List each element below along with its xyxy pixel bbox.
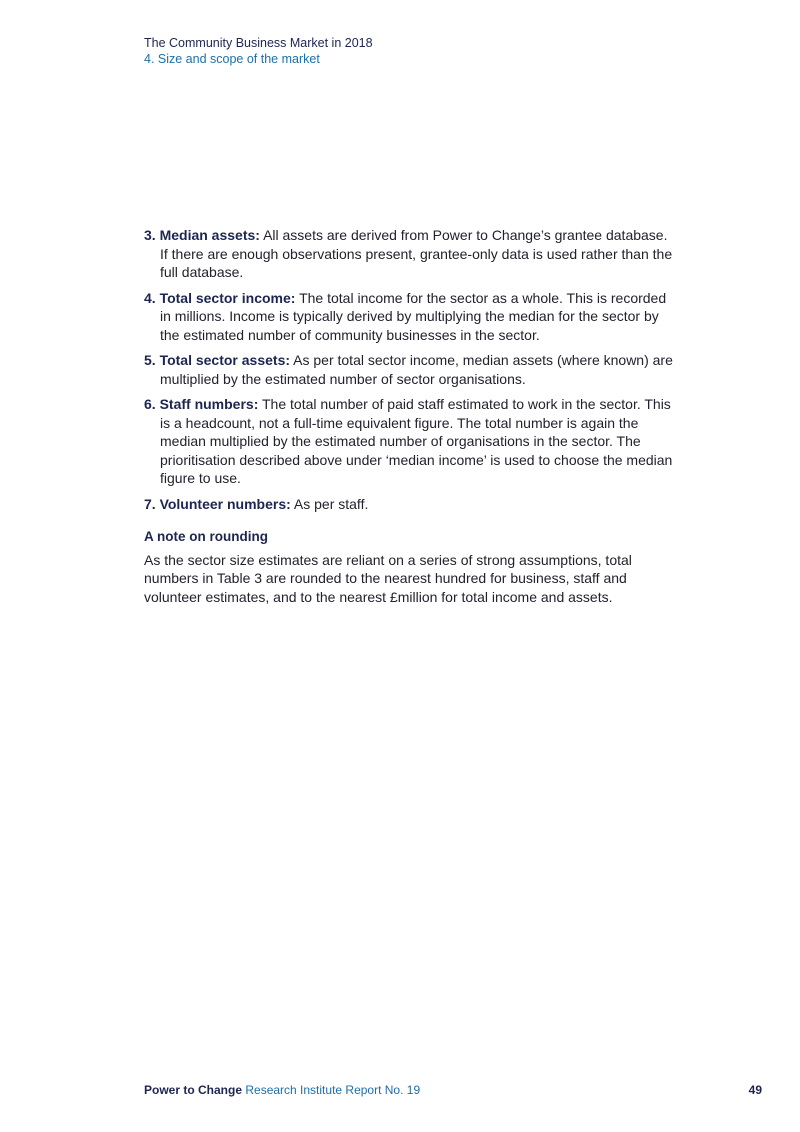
- definition-term: 5. Total sector assets:: [144, 352, 291, 368]
- definition-list: [144, 226, 674, 513]
- note-heading: A note on rounding: [144, 529, 268, 544]
- definition-text: As per staff.: [293, 495, 369, 512]
- section-title: 4. Size and scope of the market: [144, 52, 320, 66]
- definition-item-total-sector-income: [144, 289, 674, 345]
- definition-term: 6. Staff numbers:: [144, 396, 259, 412]
- definition-item-total-sector-assets: [144, 351, 674, 388]
- page-content: [144, 226, 674, 606]
- page-footer: [144, 1082, 762, 1098]
- definition-term: 7. Volunteer numbers:: [144, 495, 291, 512]
- definition-item-median-assets: [144, 226, 674, 282]
- definition-item-staff-numbers: [144, 395, 674, 488]
- definition-text: All assets are derived from Power to Change’s grantee database. If there are enough observations present, grantee-only data is used rather than the full database.: [160, 227, 673, 280]
- page-number: 49: [748, 1083, 762, 1097]
- document-title: The Community Business Market in 2018: [144, 36, 373, 50]
- footer-report-title: Research Institute Report No. 19: [245, 1083, 421, 1097]
- definition-term: 4. Total sector income:: [144, 289, 296, 306]
- note-text: As the sector size estimates are reliant on a series of strong assumptions, total numbers in Table 3 are rounded to the nearest hundred for business, staff and volunteer estimates, and to the nearest £million for total income and assets.: [144, 551, 632, 605]
- footer-brand: Power to Change: [144, 1083, 243, 1097]
- definition-term: 3. Median assets:: [144, 227, 260, 243]
- definition-text: As per total sector income, median assets (where known) are multiplied by the estimated number of sector organisations.: [160, 352, 673, 387]
- footer-credit: [144, 1082, 420, 1098]
- running-header: [144, 35, 373, 67]
- definition-item-volunteer-numbers: [144, 495, 674, 514]
- definition-text: The total number of paid staff estimated to work in the sector. This is a headcount, not a full-time equivalent figure. The total number is again the median multiplied by the estimated number of organisations in the sector. The prioritisation described above under ‘median income’ is used to choose the median figure to use.: [160, 396, 673, 486]
- definition-text: The total income for the sector as a whole. This is recorded in millions. Income is typically derived by multiplying the median for the sector by the estimated number of community businesses in the sector.: [160, 289, 667, 343]
